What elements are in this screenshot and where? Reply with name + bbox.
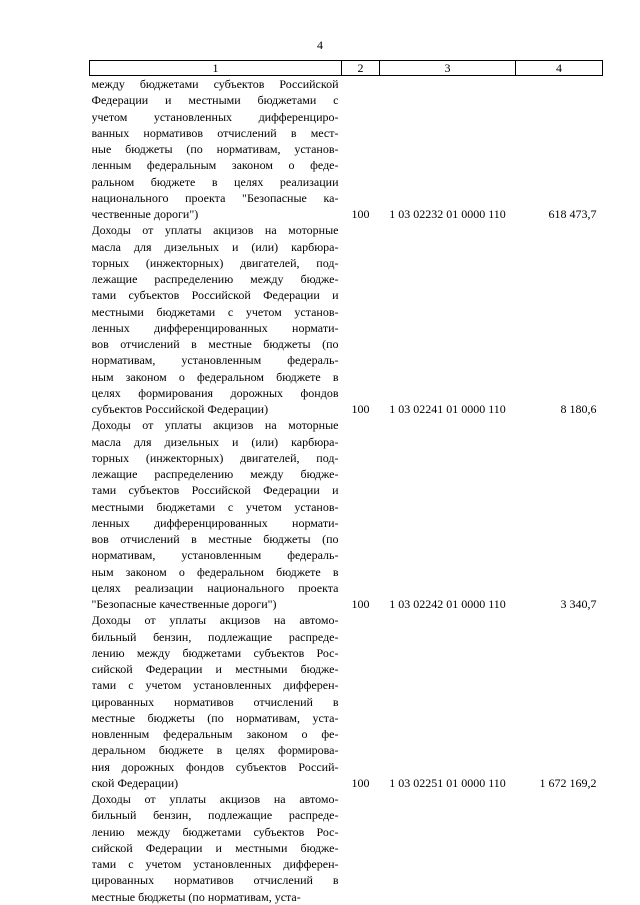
table-row bbox=[90, 76, 603, 223]
table-row bbox=[90, 791, 603, 905]
description-line: между бюджетами субъектов Российской bbox=[91, 77, 339, 91]
description-line: субъектов Российской Федерации) bbox=[91, 402, 269, 416]
budget-classification-code: 1 03 02242 01 0000 110 bbox=[389, 597, 506, 611]
description-line: целях реализации национального проекта bbox=[91, 580, 339, 595]
amount: 618 473,7 bbox=[548, 207, 597, 221]
header-cell-3: 3 bbox=[380, 61, 516, 76]
description-line: ральном бюджете в целях реализации bbox=[91, 174, 339, 189]
description-line: ленных дифференцированных нормати- bbox=[91, 515, 339, 530]
description-line: национального проекта "Безопасные ка- bbox=[91, 190, 339, 205]
income-description bbox=[90, 76, 342, 223]
header-cell-2: 2 bbox=[342, 61, 380, 76]
description-line: ные бюджеты (по нормативам, установ- bbox=[91, 142, 339, 156]
description-line: ным законом о федеральном бюджете в bbox=[91, 369, 339, 384]
administrator-code: 100 bbox=[351, 775, 370, 790]
description-line: ния дорожных фондов субъектов Россий- bbox=[91, 759, 339, 774]
description-line: местными бюджетами с учетом установ- bbox=[91, 499, 339, 514]
description-line: Доходы от уплаты акцизов на моторные bbox=[91, 418, 339, 433]
description-line: Федерации и местными бюджетами с bbox=[91, 93, 339, 108]
description-line: сийской Федерации и местными бюдже- bbox=[91, 662, 339, 676]
budget-classification-code: 1 03 02251 01 0000 110 bbox=[389, 775, 506, 790]
description-line: нормативам, установленным федераль- bbox=[91, 353, 339, 368]
description-line: торных (инжекторных) двигателей, под- bbox=[91, 255, 339, 270]
description-line: тами субъектов Российской Федерации и bbox=[91, 483, 339, 498]
description-line: масла для дизельных и (или) карбюра- bbox=[91, 239, 339, 254]
description-line: деральном бюджете в целях формирова- bbox=[91, 743, 339, 758]
description-line: бильный бензин, подлежащие распреде- bbox=[91, 808, 339, 823]
page-number: 4 bbox=[317, 38, 323, 52]
description-line: нормативам, установленным федераль- bbox=[91, 548, 339, 563]
budget-classification-code: 1 03 02232 01 0000 110 bbox=[389, 207, 506, 221]
description-line: целях формирования дорожных фондов bbox=[91, 385, 339, 400]
table-row bbox=[90, 612, 603, 791]
description-line: лению между бюджетами субъектов Рос- bbox=[91, 645, 339, 660]
header-cell-1: 1 bbox=[90, 61, 342, 76]
description-line: Доходы от уплаты акцизов на автомо- bbox=[91, 613, 339, 628]
amount: 1 672 169,2 bbox=[539, 775, 597, 790]
administrator-code bbox=[342, 791, 380, 905]
description-line: ным законом о федеральном бюджете в bbox=[91, 564, 339, 579]
description-line: тами субъектов Российской Федерации и bbox=[91, 288, 339, 303]
description-line: ленным федеральным законом о феде- bbox=[91, 158, 339, 173]
budget-classification-code bbox=[380, 791, 516, 905]
description-line: Доходы от уплаты акцизов на автомо- bbox=[91, 792, 339, 806]
description-line: лежащие распределению между бюдже- bbox=[91, 467, 339, 481]
description-line: местные бюджеты (по нормативам, уста- bbox=[91, 710, 339, 725]
description-line: масла для дизельных и (или) карбюра- bbox=[91, 434, 339, 449]
income-description bbox=[90, 417, 342, 612]
income-description bbox=[90, 222, 342, 417]
description-line: тами с учетом установленных дифферен- bbox=[91, 678, 339, 693]
income-description bbox=[90, 612, 342, 791]
description-line: вов отчислений в местные бюджеты (по bbox=[91, 337, 339, 351]
administrator-code: 100 bbox=[351, 597, 370, 611]
header-row bbox=[90, 61, 603, 76]
description-line: цированных нормативов отчислений в bbox=[91, 694, 339, 709]
amount: 3 340,7 bbox=[560, 597, 597, 611]
description-line: лению между бюджетами субъектов Рос- bbox=[91, 824, 339, 839]
amount bbox=[516, 791, 603, 905]
revenue-table bbox=[89, 60, 603, 905]
description-line: вов отчислений в местные бюджеты (по bbox=[91, 532, 339, 546]
description-line: местные бюджеты (по нормативам, уста- bbox=[91, 889, 301, 904]
header-cell-4: 4 bbox=[516, 61, 603, 76]
description-line: учетом установленных дифференциро- bbox=[91, 109, 339, 124]
description-line: ской Федерации) bbox=[91, 775, 179, 790]
administrator-code: 100 bbox=[351, 207, 370, 221]
description-line: тами с учетом установленных дифферен- bbox=[91, 857, 339, 871]
description-line: новленным федеральным законом о фе- bbox=[91, 727, 339, 741]
table-row bbox=[90, 417, 603, 612]
description-line: торных (инжекторных) двигателей, под- bbox=[91, 450, 339, 465]
description-line: цированных нормативов отчислений в bbox=[91, 873, 339, 888]
description-line: ленных дифференцированных нормати- bbox=[91, 320, 339, 335]
description-line: чественные дороги") bbox=[91, 207, 199, 221]
description-line: ванных нормативов отчислений в мест- bbox=[91, 125, 339, 140]
description-line: Доходы от уплаты акцизов на моторные bbox=[91, 223, 339, 238]
description-line: сийской Федерации и местными бюдже- bbox=[91, 840, 339, 855]
description-line: бильный бензин, подлежащие распреде- bbox=[91, 629, 339, 644]
description-line: местными бюджетами с учетом установ- bbox=[91, 304, 339, 319]
income-description bbox=[90, 791, 342, 905]
description-line: лежащие распределению между бюдже- bbox=[91, 272, 339, 286]
budget-classification-code: 1 03 02241 01 0000 110 bbox=[389, 402, 506, 416]
table-body bbox=[90, 76, 603, 905]
table-row bbox=[90, 222, 603, 417]
amount: 8 180,6 bbox=[560, 402, 597, 416]
administrator-code: 100 bbox=[351, 402, 370, 416]
description-line: "Безопасные качественные дороги") bbox=[91, 597, 277, 611]
